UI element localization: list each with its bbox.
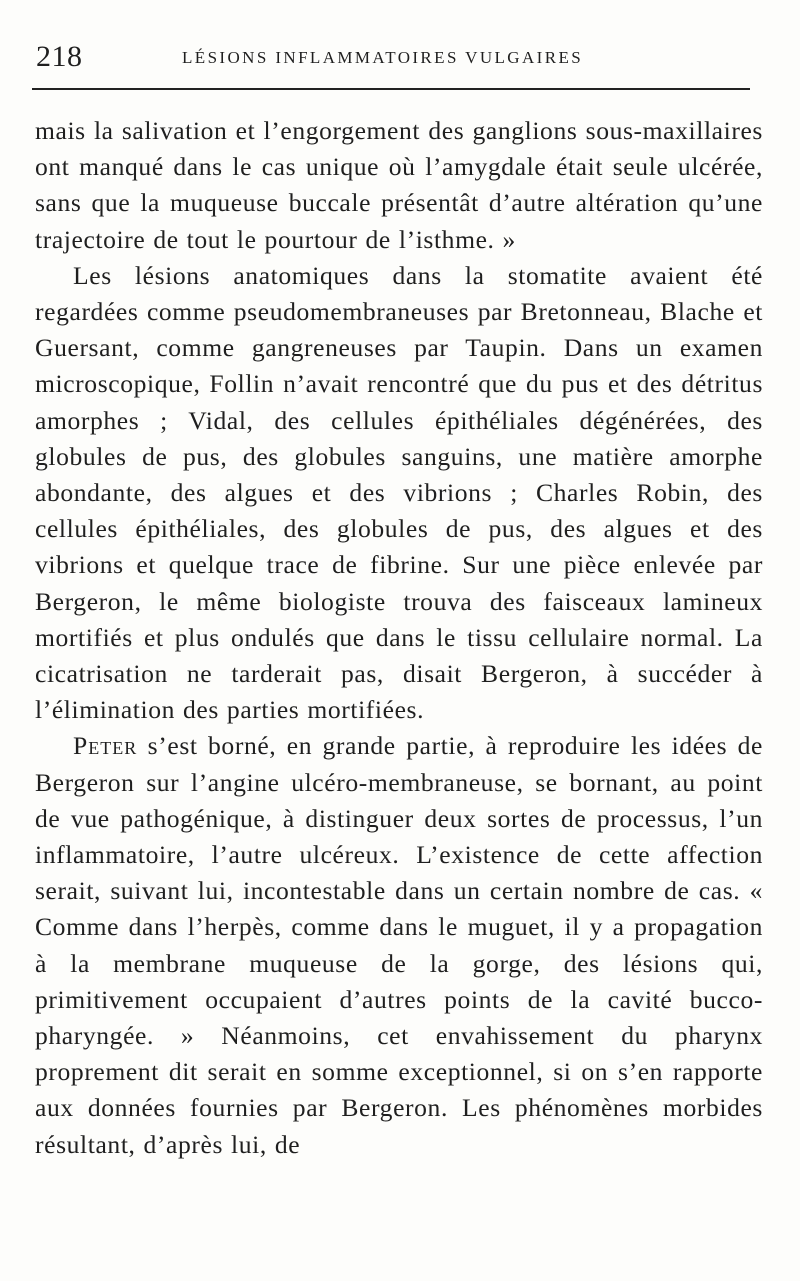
paragraph-peter-text: s’est borné, en grande partie, à reproduire les idées de Bergeron sur l’angine ulcéro-membraneuse, se bornant, au point de vue pathogénique, à distinguer deux sortes de processus, l’un inflammatoire, l’autre ulcéreux. L’existence de cette affection serait, suivant lui, incontestable dans un certain nombre de cas. « Comme dans l’herpès, comme dans le muguet, il y a propagation à la membrane muqueuse de la gorge, des lésions qui, primitivement occupaient d’autres points de la cavité bucco-pharyngée. » Néanmoins, cet envahissement du pharynx proprement dit serait en somme exceptionnel, si on s’en rapporte aux données fournies par Bergeron. Les phénomènes morbides résultant, d’après lui, de (35, 731, 763, 1159)
paragraph-continuation: mais la salivation et l’engorgement des ganglions sous-maxillaires ont manqué dans le cas unique où l’amygdale était seule ulcérée, sans que la muqueuse buccale présentât d’autre altération qu’une trajectoire de tout le pourtour de l’isthme. » (35, 116, 763, 254)
author-name: Peter (73, 731, 138, 761)
header-rule (32, 88, 750, 90)
running-head (30, 40, 760, 80)
paragraph-peter (35, 728, 763, 1162)
page-number: 218 (36, 40, 83, 73)
paragraph-lesions: Les lésions anatomiques dans la stomatite avaient été regardées comme pseudomembraneuses par Bretonneau, Blache et Guersant, comme gangreneuses par Taupin. Dans un examen microscopique, Follin n’avait rencontré que du pus et des détritus amorphes ; Vidal, des cellules épithéliales dégénérées, des globules de pus, des globules sanguins, une matière amorphe abondante, des algues et des vibrions ; Charles Robin, des cellules épithéliales, des globules de pus, des algues et des vibrions et quelque trace de fibrine. Sur une pièce enlevée par Bergeron, le même biologiste trouva des faisceaux lamineux mortifiés et plus ondulés que dans le tissu cellulaire normal. La cicatrisation ne tarderait pas, disait Bergeron, à succéder à l’élimination des parties mortifiées. (35, 260, 763, 725)
running-title: LÉSIONS INFLAMMATOIRES VULGAIRES (182, 48, 584, 67)
body-text (35, 113, 763, 1163)
